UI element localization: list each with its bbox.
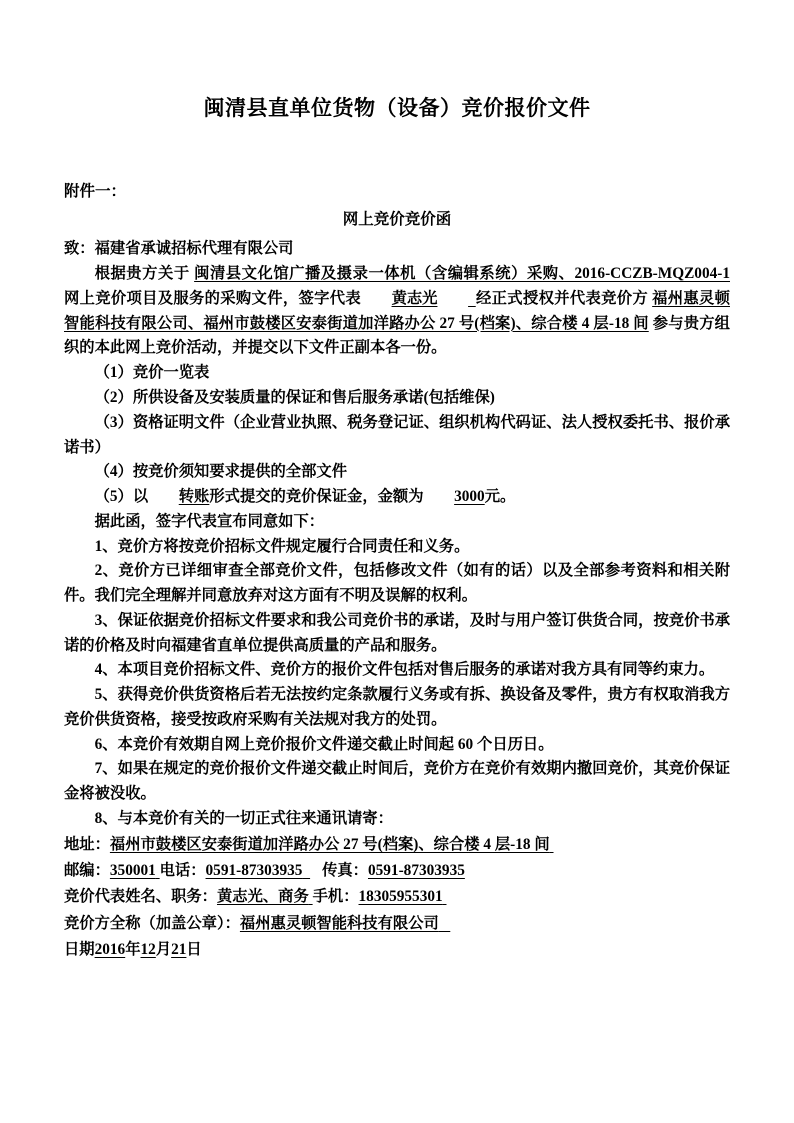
project-name-field: 闽清县文化馆广播及摄录一体机（含编辑系统）采购、2016-CCZB-MQZ004-1 bbox=[194, 265, 730, 283]
list-item: （4）按竞价须知要求提供的全部文件 bbox=[94, 463, 347, 481]
statement-lead: 据此函，签字代表宣布同意如下： bbox=[94, 512, 325, 530]
company-label: 竞价方全称（加盖公章）： bbox=[64, 914, 240, 932]
date-day-value: 21 bbox=[171, 940, 187, 958]
clause-item: 3、保证依据竞价招标文件要求和我公司竞价书的承诺，及时与用户签订供货合同，按竞价书承诺的价格及时向福建省直单位提供高质量的产品和服务。 bbox=[64, 611, 730, 654]
representative-field: 黄志光 bbox=[391, 289, 438, 307]
clause-item: 8、与本竞价有关的一切正式往来通讯请寄： bbox=[94, 810, 393, 827]
list-item-deposit bbox=[64, 485, 730, 510]
company-line bbox=[64, 911, 730, 937]
list-item: （3）资格证明文件（企业营业执照、税务登记证、组织机构代码证、法人授权委托书、报价承诺书） bbox=[64, 413, 730, 456]
salutation-prefix: 致： bbox=[64, 240, 95, 258]
underline-spacer-6 bbox=[443, 888, 447, 905]
clause-item: 5、获得竞价供货资格后若无法按约定条款履行义务或有拆、换设备及零件，贵方有权取消我方竞价供货资格，接受按政府采购有关法规对我方的处罚。 bbox=[64, 686, 730, 728]
date-line bbox=[64, 937, 730, 963]
fax-label: 传真： bbox=[322, 862, 368, 880]
fax-gap bbox=[310, 858, 322, 884]
phone-label: 电话： bbox=[159, 862, 206, 880]
attachment-label: 附件一： bbox=[64, 183, 127, 201]
salutation-agency: 福建省承诚招标代理有限公司 bbox=[94, 240, 294, 258]
para1-mid2: 经正式授权并代表竞价方 bbox=[475, 289, 648, 307]
item5-suffix: 元。 bbox=[484, 488, 516, 506]
date-year-unit: 年 bbox=[125, 940, 141, 958]
date-label: 日期 bbox=[64, 940, 95, 958]
salutation-line bbox=[64, 237, 730, 262]
date-month-unit: 月 bbox=[155, 940, 172, 958]
company-value: 福州惠灵顿智能科技有限公司 bbox=[239, 914, 439, 932]
mobile-label: 手机： bbox=[312, 888, 359, 906]
underline-spacer-4 bbox=[302, 862, 310, 879]
page-title: 闽清县直单位货物（设备）竞价报价文件 bbox=[203, 96, 591, 120]
deposit-amount-field: 3000 bbox=[454, 488, 485, 506]
item5-mid: 形式提交的竞价保证金，金额为 bbox=[209, 488, 424, 506]
clause-item: 1、竞价方将按竞价招标文件规定履行合同责任和义务。 bbox=[94, 537, 470, 555]
underline-spacer-7 bbox=[439, 915, 450, 932]
list-item: （1）竞价一览表 bbox=[94, 364, 210, 382]
list-item: （2）所供设备及安装质量的保证和售后服务承诺(包括维保) bbox=[94, 388, 495, 406]
mobile-value: 18305955301 bbox=[358, 888, 443, 906]
clause-item: 4、本项目竞价招标文件、竞价方的报价文件包括对售后服务的承诺对我方具有同等约束力。 bbox=[94, 661, 715, 679]
paragraph-project-declaration bbox=[64, 262, 730, 361]
address-label: 地址： bbox=[64, 835, 110, 853]
date-day-unit: 日 bbox=[186, 940, 202, 958]
postcode-value: 350001 bbox=[109, 862, 156, 880]
rep-value: 黄志光、商务 bbox=[216, 888, 309, 906]
para1-mid1: 网上竞价项目及服务的采购文件，签字代表 bbox=[64, 289, 361, 307]
contact-block bbox=[64, 832, 730, 963]
phone-value: 0591-87303935 bbox=[205, 862, 303, 880]
postcode-label: 邮编： bbox=[64, 862, 110, 880]
fax-value: 0591-87303935 bbox=[367, 862, 465, 880]
address-line bbox=[64, 832, 730, 858]
rep-label: 竞价代表姓名、职务： bbox=[64, 888, 217, 906]
address-value: 福州市鼓楼区安泰街道加洋路办公 27 号(档案)、综合楼 4 层-18 间 bbox=[109, 835, 550, 853]
clause-item: 2、竞价方已详细审查全部竞价文件，包括修改文件（如有的话）以及全部参考资料和相关附件。我们完全理解并同意放弃对这方面有不明及误解的权利。 bbox=[64, 562, 730, 605]
clause-item: 6、本竞价有效期自网上竞价报价文件递交截止时间起 60 个日历日。 bbox=[94, 735, 554, 753]
date-month-value: 12 bbox=[140, 940, 156, 958]
postcode-phone-fax-line bbox=[64, 858, 730, 884]
underline-spacer-2 bbox=[550, 836, 554, 853]
section-subtitle: 网上竞价竞价函 bbox=[342, 211, 452, 229]
representative-line bbox=[64, 884, 730, 910]
para1-lead: 根据贵方关于 bbox=[94, 265, 190, 283]
payment-form-field: 转账 bbox=[178, 488, 210, 506]
underline-spacer-1 bbox=[437, 287, 475, 312]
item5-prefix: （5）以 bbox=[94, 488, 149, 506]
clause-item: 7、如果在规定的竞价报价文件递交截止时间后，竞价方在竞价有效期内撤回竞价，其竞价保证金将被没收。 bbox=[64, 760, 730, 803]
bidder-address-field: 福州惠灵顿智能科技有限公司、福州市鼓楼区安泰街道加洋路办公 27 号(档案)、综合楼 4 层-18 间 bbox=[64, 289, 730, 332]
date-year-value: 2016 bbox=[94, 940, 126, 958]
para1-tail: 参与贵方组织的本此网上竞价活动，并提交以下文件正副本各一份。 bbox=[64, 314, 730, 357]
